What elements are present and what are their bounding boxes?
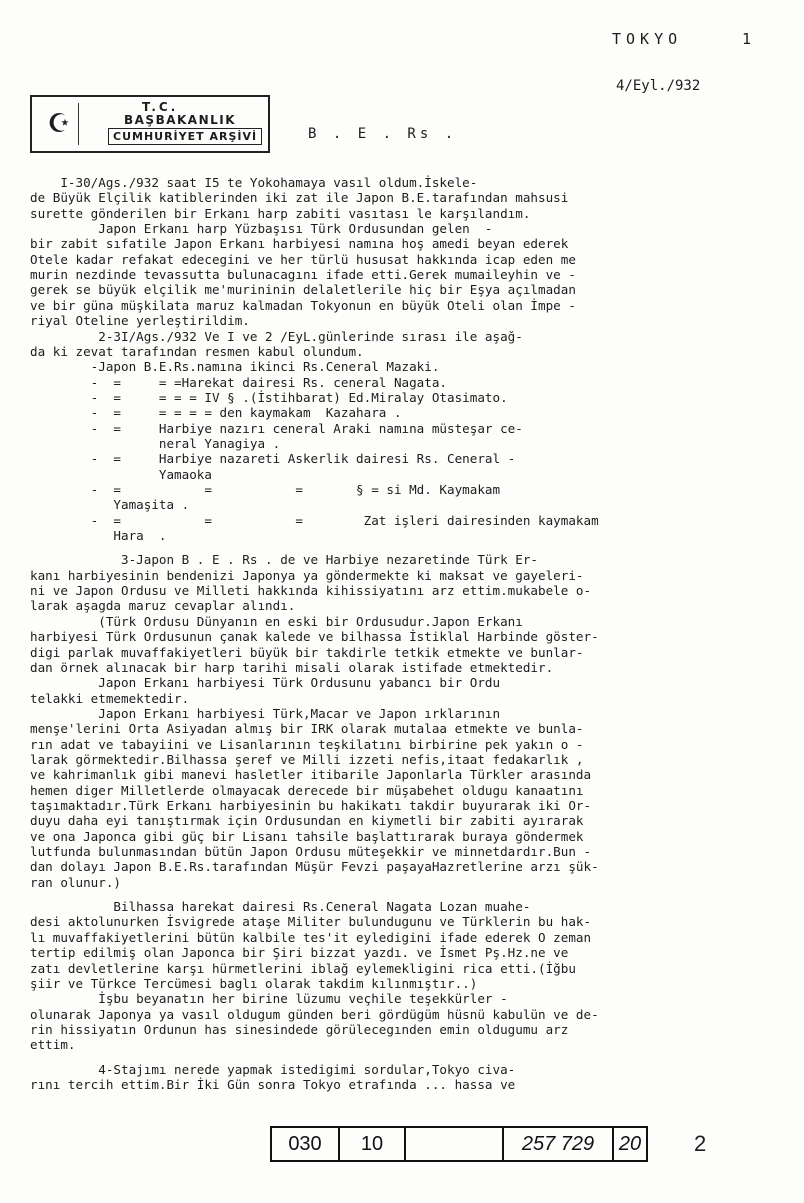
body-line: lutfunda bulunmasından bütün Japon Ordusu müteşekkir ve minnetdardır.Bun -	[30, 844, 592, 860]
body-line: rın adat ve tabayiini ve Lisanlarının teşkilatını birbirine pek yakın o -	[30, 736, 584, 752]
body-line: menşe'lerini Orta Asiyadan almış bir IRK olarak mutalaa etmekte ve bunla-	[30, 721, 584, 737]
body-line: kanı harbiyesinin bendenizi Japonya ya göndermekte ki maksat ve gayeleri-	[30, 567, 584, 583]
body-line: şiir ve Türkce Tercümesi baglı olarak takdim kılınmıştır..)	[30, 975, 478, 991]
body-line: hemen diger Milletlerde olmayacak derecede bir müşabehet oldugu kanaatını	[30, 782, 584, 798]
body-line: ni ve Japon Ordusu ve Milleti hakkında kihissiyatını arz ettim.mukabele o-	[30, 583, 592, 599]
body-line: surette gönderilen bir Erkanı harp zabiti vasıtası le karşılandım.	[30, 205, 531, 221]
archive-box-4: 257 729	[502, 1126, 614, 1162]
archive-box-2: 10	[338, 1126, 406, 1162]
body-line: taşımaktadır.Türk Erkanı harbiyesinin bu hakikatı takdir buyurarak iki Or-	[30, 798, 592, 813]
body-line: tertip edilmiş olan Japonca bir Şiri bizzat yazdı. ve İsmet Pş.Hz.ne ve	[30, 945, 569, 961]
body-line: digi parlak muvaffakiyetleri büyük bir takdirle tetkik etmekte ve bunlar-	[30, 644, 584, 660]
body-line: ve kahrimanlık gibi manevi hasletler itibarile Japonlarla Türkler arasında	[30, 767, 592, 783]
body-line: ve ona Japonca gibi güç bir Lisanı tahsile başlattırarak buraya göndermek	[30, 828, 584, 844]
body-line: harbiyesi Türk Ordusunun çanak kalede ve bilhassa İstiklal Harbinde göster-	[30, 629, 599, 645]
body-line: -Japon B.E.Rs.namına ikinci Rs.Ceneral Mazaki.	[30, 359, 440, 375]
body-line: (Türk Ordusu Dünyanın en eski bir Ordusudur.Japon Erkanı	[30, 613, 523, 629]
body-line: olunarak Japonya ya vasıl oldugum günden beri gördügüm hüsnü kabulün ve de-	[30, 1006, 599, 1022]
body-line: da ki zevat tarafından resmen kabul olundum.	[30, 343, 364, 359]
body-line: larak aşagda maruz cevaplar alındı.	[30, 598, 296, 614]
body-line: Yamaşita .	[30, 497, 190, 513]
body-line: desi aktolunurken İsvigrede ataşe Militer bulundugunu ve Türklerin bu hak-	[30, 914, 592, 930]
body-line: murin nezdinde tevassutta bulunacagını ifade etti.Gerek mumaileyhin ve -	[30, 267, 576, 283]
body-line: Japon Erkanı harp Yüzbaşısı Türk Ordusundan gelen -	[30, 221, 493, 237]
crescent-star-icon: ☪	[40, 103, 79, 145]
body-line: dan örnek alınacak bir harp tarihi misali olarak istifade etmektedir.	[30, 659, 554, 675]
body-line: - = = = Zat işleri dairesinden kaymakam	[30, 512, 599, 528]
body-line: - = = =Harekat dairesi Rs. ceneral Nagata.	[30, 374, 448, 390]
body-line: larak görmektedir.Bilhassa şeref ve Milli izzeti nefis,itaat fedakarlık ,	[30, 751, 584, 767]
addressee: B . E . Rs .	[308, 126, 458, 142]
body-line: de Büyük Elçilik katiblerinden iki zat ile Japon B.E.tarafından mahsusi	[30, 190, 569, 206]
archive-box-1: 030	[270, 1126, 340, 1162]
body-line: Japon Erkanı harbiyesi Türk Ordusunu yabancı bir Ordu	[30, 675, 501, 691]
body-line: - = Harbiye nazırı ceneral Araki namına müsteşar ce-	[30, 420, 523, 436]
body-line: ve bir güna müşkilata maruz kalmadan Tokyonun en büyük Oteli olan İmpe -	[30, 297, 576, 313]
stamp-line-1: T.C.	[142, 100, 179, 114]
body-line: rını tercih ettim.Bir İki Gün sonra Tokyo etrafında ... hassa ve	[30, 1076, 516, 1092]
body-line: - = = = § = si Md. Kaymakam	[30, 482, 501, 497]
body-line: ettim.	[30, 1037, 76, 1053]
body-line: bir zabit sıfatile Japon Erkanı harbiyesi namına hoş amedi beyan ederek	[30, 236, 569, 252]
body-line: telakki etmemektedir.	[30, 690, 190, 706]
handwritten-page-number: 2	[694, 1131, 707, 1156]
stamp-line-2: BAŞBAKANLIK	[124, 113, 237, 127]
body-line: rin hissiyatın Ordunun has sinesindede görülecegınden emin oldugumu arz	[30, 1021, 569, 1037]
body-line: Bilhassa harekat dairesi Rs.Ceneral Nagata Lozan muahe-	[30, 899, 531, 915]
archive-stamp	[30, 95, 270, 153]
body-line: gerek se büyük elçilik me'murininin delaletlerile hiç bir Eşya açılmadan	[30, 282, 576, 298]
header-date: 4/Eyl./932	[616, 78, 701, 94]
body-line: zatı devletlerine karşı hürmetlerini iblağ eylemekligini rica etti.(İğbu	[30, 960, 576, 976]
body-line: lı muvaffakiyetlerini bütün kalbile tes'it eyledigini ifade ederek O zeman	[30, 929, 592, 945]
header-city: TOKYO	[612, 30, 683, 48]
body-line: 3-Japon B . E . Rs . de ve Harbiye nezaretinde Türk Er-	[30, 552, 538, 568]
stamp-line-3: CUMHURİYET ARŞİVİ	[108, 128, 262, 145]
body-line: Otele kadar refakat edecegini ve her türlü hususat hakkında icap eden me	[30, 251, 576, 267]
body-line: İşbu beyanatın her birine lüzumu veçhile teşekkürler -	[30, 991, 508, 1007]
body-line: dan dolayı Japon B.E.Rs.tarafından Müşür Fevzi paşayaHazretlerine arzı şük-	[30, 859, 599, 875]
body-line: 2-3I/Ags./932 Ve I ve 2 /EyL.günlerinde sırası ile aşağ-	[30, 328, 523, 344]
body-line: 4-Stajımı nerede yapmak istedigimi sordular,Tokyo civa-	[30, 1061, 516, 1077]
body-line: Hara .	[30, 528, 167, 544]
body-line: riyal Oteline yerleştirildim.	[30, 313, 250, 329]
body-line: duyu daha eyi tanıştırmak için Ordusundan en kiymetli bir zabiti ayırarak	[30, 813, 584, 829]
archive-box-3	[404, 1126, 504, 1162]
body-line: Yamaoka	[30, 466, 212, 482]
body-line: - = Harbiye nazareti Askerlik dairesi Rs. Ceneral -	[30, 451, 516, 467]
body-line: neral Yanagiya .	[30, 435, 281, 451]
body-line: I-30/Ags./932 saat I5 te Yokohamaya vasıl oldum.İskele-	[30, 175, 478, 190]
body-line: - = = = = = den kaymakam Kazahara .	[30, 405, 402, 421]
body-line: ran olunur.)	[30, 874, 121, 890]
body-line: - = = = = IV § .(İstihbarat) Ed.Miralay Otasimato.	[30, 389, 508, 405]
body-line: Japon Erkanı harbiyesi Türk,Macar ve Japon ırklarının	[30, 705, 501, 721]
header-page-number: 1	[742, 30, 752, 48]
archive-box-5: 20	[612, 1126, 648, 1162]
